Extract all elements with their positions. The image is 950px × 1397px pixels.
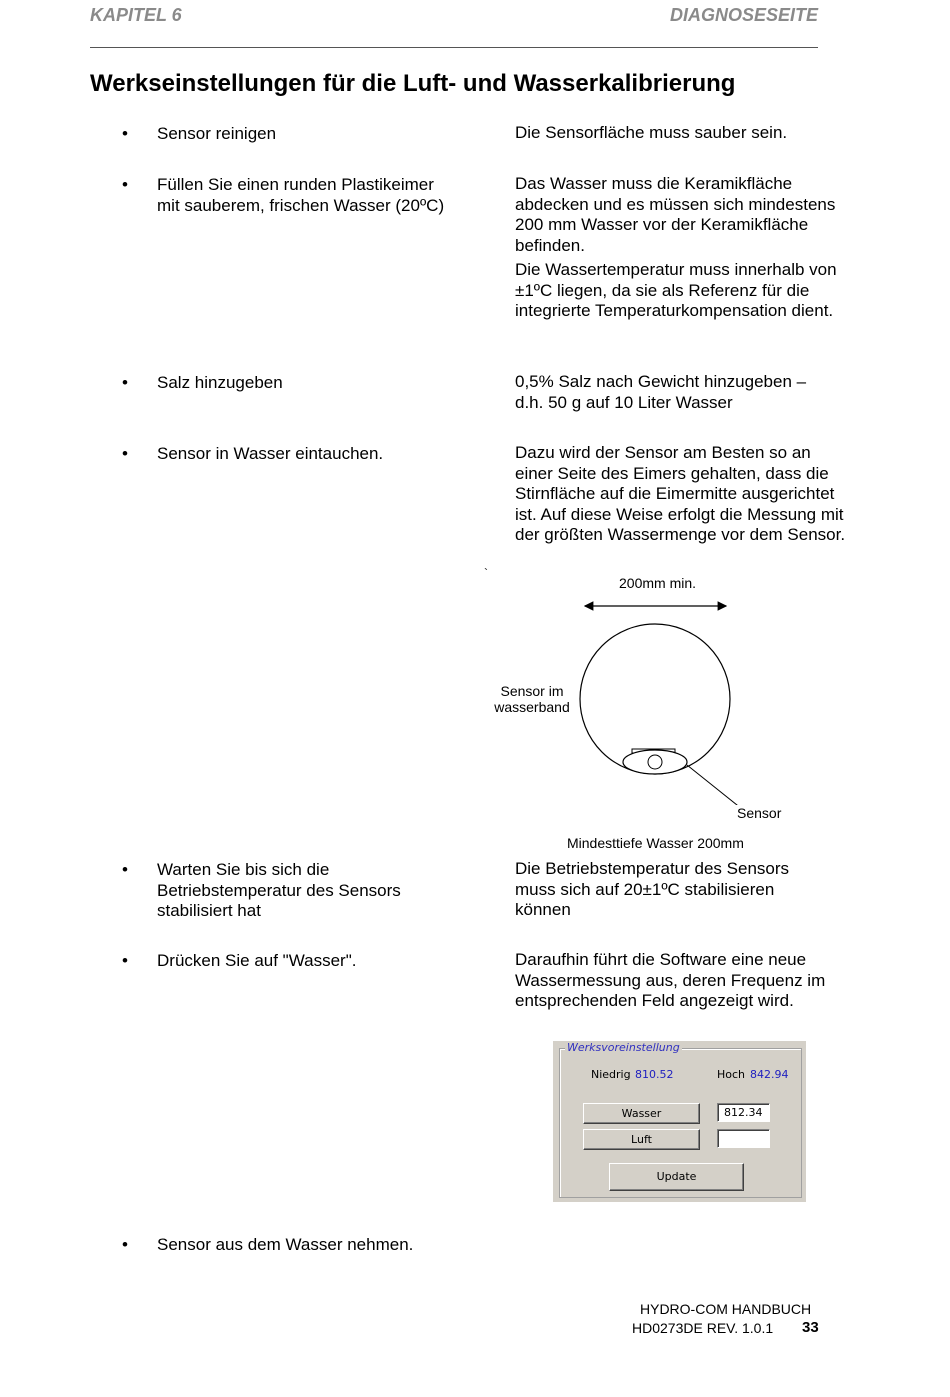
step-5-detail (515, 859, 815, 925)
update-button[interactable]: Update (609, 1163, 744, 1191)
high-label: Hoch (717, 1068, 746, 1081)
step-4-detail-p1: Dazu wird der Sensor am Besten so an einer Seite des Eimers gehalten, dass die Stirnfläche auf die Eimermitte ausgerichtet ist. Auf diese Weise erfolgt die Messung mit der größten Wassermenge vor dem Sensor. (515, 443, 846, 544)
step-5-action: Warten Sie bis sich die Betriebstemperatur des Sensors stabilisiert hat (157, 860, 401, 920)
bullet-3: • (122, 373, 128, 392)
step-1-detail (515, 123, 850, 148)
step-4-detail (515, 443, 850, 550)
step-6-detail-p1: Daraufhin führt die Software eine neue Wassermessung aus, deren Frequenz im entsprechenden Feld angezeigt wird. (515, 950, 826, 1010)
step-2-detail (515, 174, 850, 326)
chapter-label: KAPITEL 6 (90, 5, 182, 25)
width-label: 200mm min. (619, 575, 697, 591)
step-4-action: Sensor in Wasser eintauchen. (157, 444, 384, 463)
header-rule (90, 47, 818, 48)
sensor-pointer-label: Sensor (737, 805, 782, 821)
bullet-5: • (122, 860, 128, 879)
footer-revision: HD0273DE REV. 1.0.1 (632, 1320, 774, 1336)
sensor-in-water-label: Sensor im wasserband (494, 683, 570, 715)
step-3-detail (515, 372, 830, 417)
footer-manual: HYDRO-COM HANDBUCH (640, 1301, 812, 1317)
step-7-action: Sensor aus dem Wasser nehmen. (157, 1235, 414, 1254)
low-value: 810.52 (635, 1068, 674, 1081)
air-button[interactable]: Luft (583, 1129, 700, 1150)
bullet-2: • (122, 175, 128, 194)
step-1-action: Sensor reinigen (157, 124, 277, 143)
diagram-caption: Mindesttiefe Wasser 200mm (567, 835, 744, 851)
calibration-dialog (553, 1041, 806, 1202)
step-2-detail-p2: Die Wassertemperatur muss innerhalb von ±1ºC liegen, da sie als Referenz für die integrierte Temperaturkompensation dient. (515, 260, 837, 320)
page-title: Werkseinstellungen für die Luft- und Wasserkalibrierung (90, 70, 736, 97)
sensor-pointer-line (687, 765, 742, 805)
step-2-detail-p1: Das Wasser muss die Keramikfläche abdecken und es müssen sich mindestens 200 mm Wasser vor der Keramikfläche befinden. (515, 174, 836, 255)
diagram-tick: ` (484, 566, 488, 580)
section-label: DIAGNOSESEITE (669, 5, 818, 25)
bullet-4: • (122, 444, 128, 463)
water-value-field[interactable]: 812.34 (717, 1103, 770, 1122)
step-6-action: Drücken Sie auf "Wasser". (157, 951, 357, 970)
air-value-field[interactable] (717, 1129, 770, 1148)
step-6-detail (515, 950, 845, 1016)
bullet-7: • (122, 1235, 128, 1254)
group-title: Werksvoreinstellung (567, 1041, 680, 1054)
bullet-1: • (122, 124, 128, 143)
high-value: 842.94 (750, 1068, 789, 1081)
low-label: Niedrig (591, 1068, 631, 1081)
water-button[interactable]: Wasser (583, 1103, 700, 1124)
step-3-action: Salz hinzugeben (157, 373, 283, 392)
bullet-6: • (122, 951, 128, 970)
step-1-detail-p1: Die Sensorfläche muss sauber sein. (515, 123, 788, 142)
step-5-detail-p1: Die Betriebstemperatur des Sensors muss sich auf 20±1ºC stabilisieren können (515, 859, 790, 919)
sensor-lens (648, 755, 662, 769)
step-2-action: Füllen Sie einen runden Plastikeimer mit sauberem, frischen Wasser (20ºC) (157, 175, 445, 215)
step-3-detail-p1: 0,5% Salz nach Gewicht hinzugeben – d.h. 50 g auf 10 Liter Wasser (515, 372, 807, 412)
page-number: 33 (802, 1319, 819, 1336)
